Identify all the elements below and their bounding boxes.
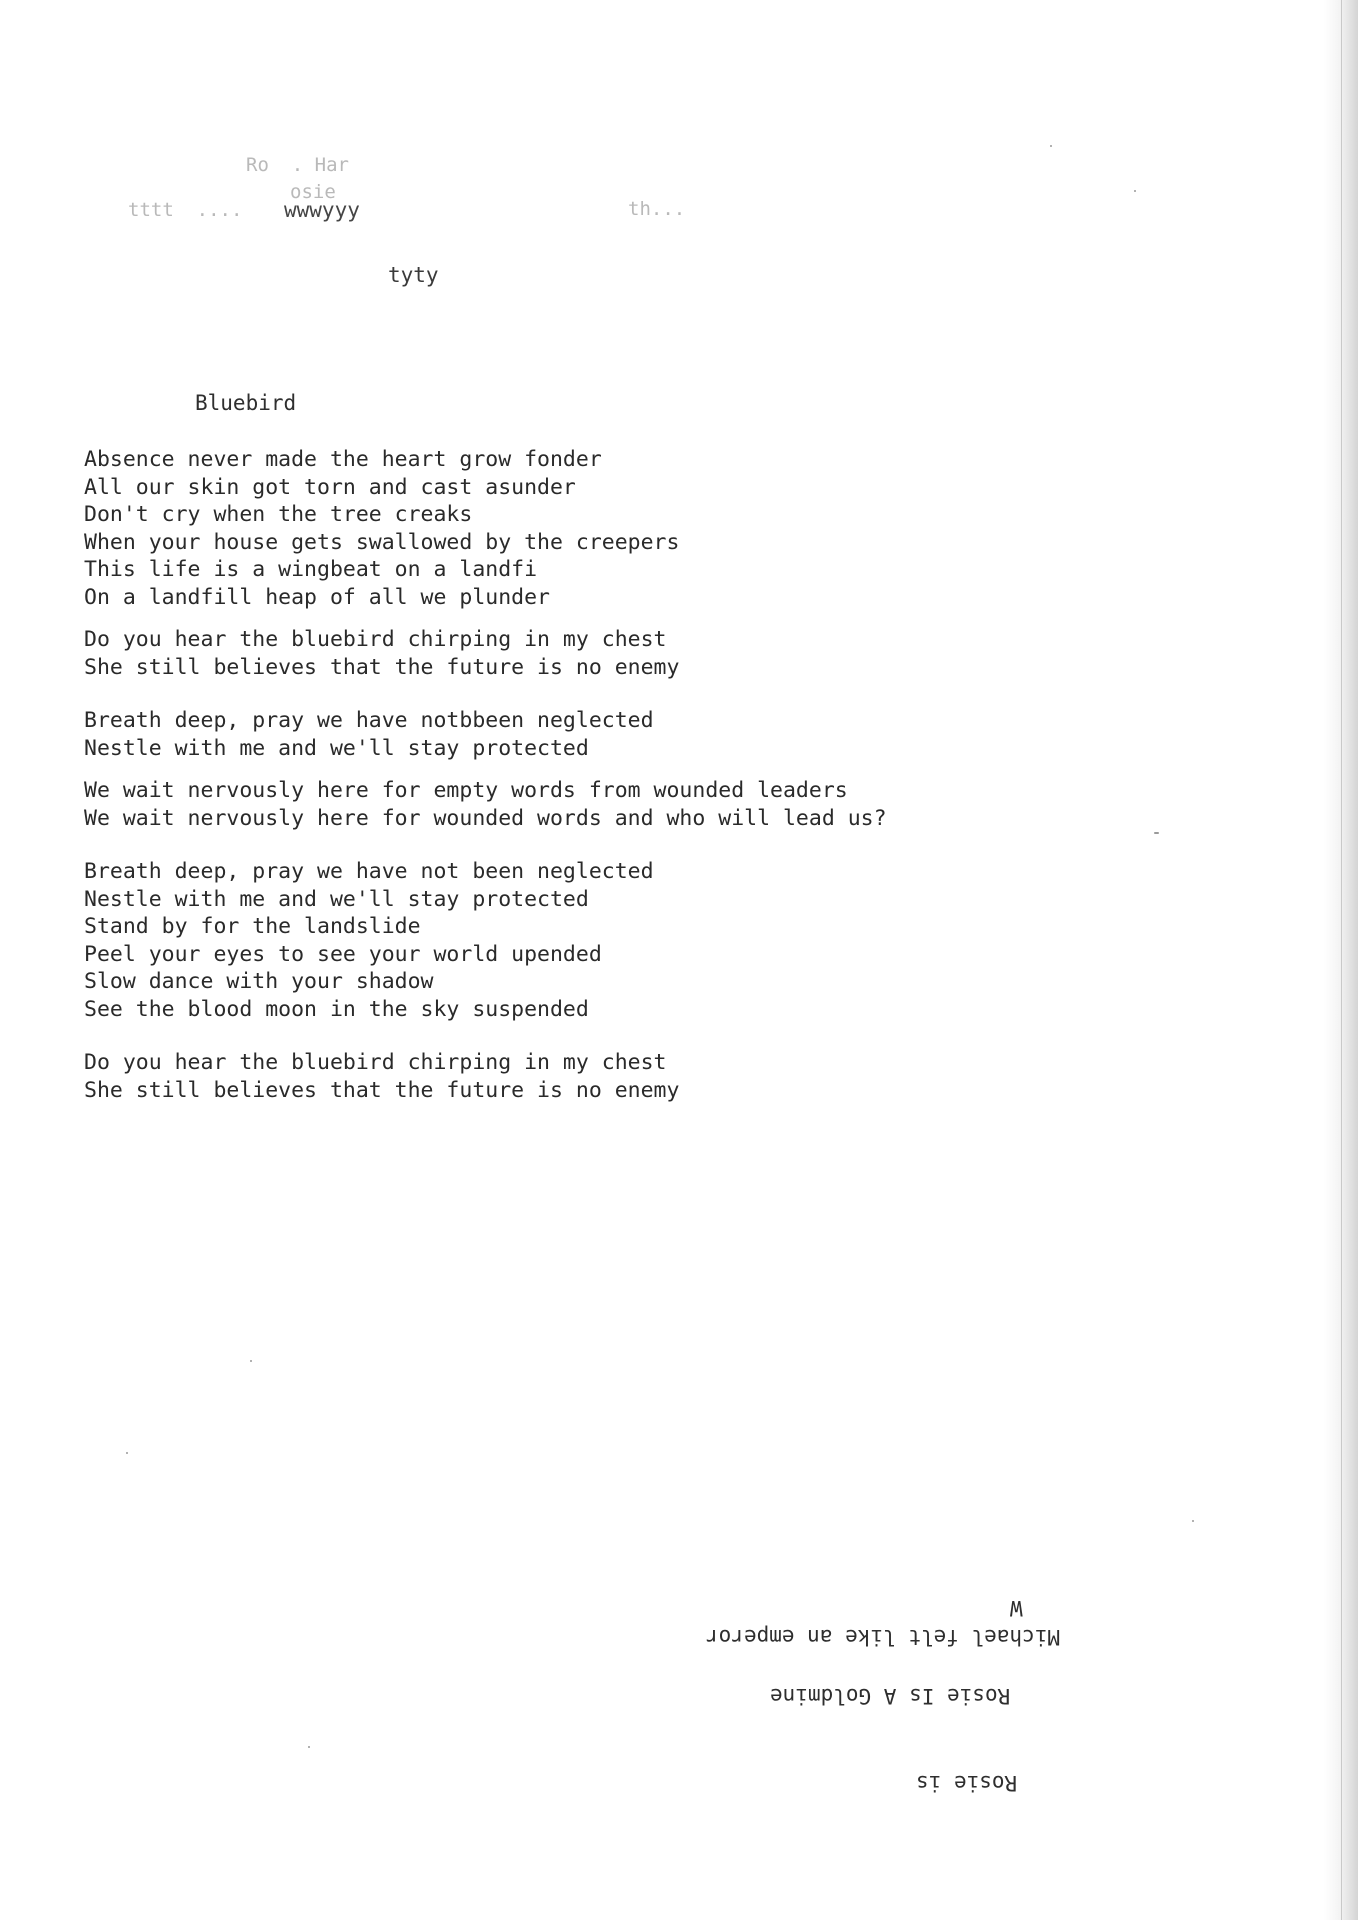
poem-line: She still believes that the future is no enemy: [84, 1077, 680, 1103]
poem-line: Do you hear the bluebird chirping in my chest: [84, 627, 667, 652]
faint-header-right: th...: [628, 198, 686, 220]
scan-speck: [250, 1360, 252, 1362]
poem-line: Do you hear the bluebird chirping in my chest: [84, 1050, 667, 1075]
scan-speck: [308, 1746, 310, 1748]
stanza-2: [84, 626, 887, 681]
poem-body: [84, 446, 887, 1104]
faint-header-ro: Ro . Har: [246, 154, 349, 176]
poem-line: Nestle with me and we'll stay protected: [84, 886, 589, 912]
stanza-1: [84, 446, 887, 611]
upside-down-w: W: [1010, 1596, 1023, 1620]
scan-speck: [1192, 1520, 1194, 1522]
stanza-6: [84, 1049, 887, 1104]
scan-speck: [1050, 145, 1052, 147]
poem-line: All our skin got torn and cast asunder: [84, 474, 576, 500]
faint-header-osie: osie: [290, 181, 336, 203]
poem-line: She still believes that the future is no enemy: [84, 654, 680, 680]
scan-speck: [1134, 190, 1136, 192]
upside-down-rosie-is: Rosie is: [916, 1771, 1018, 1795]
stanza-3: [84, 707, 887, 762]
poem-line: We wait nervously here for wounded words and who will lead us?: [84, 805, 887, 831]
poem-line: Slow dance with your shadow: [84, 969, 434, 994]
poem-line: Stand by for the landslide: [84, 914, 421, 939]
poem-line: Absence never made the heart grow fonder: [84, 447, 602, 472]
stanza-4: [84, 777, 887, 832]
poem-line: This life is a wingbeat on a landfi: [84, 557, 538, 582]
faint-header-prefix: tttt ....: [128, 199, 243, 221]
poem-title: Bluebird: [195, 391, 297, 415]
poem-line: Don't cry when the tree creaks: [84, 502, 473, 527]
header-wwwyyy: wwwyyy: [284, 198, 360, 222]
poem-line: Breath deep, pray we have not been neglected: [84, 859, 654, 884]
scan-speck: [1154, 832, 1159, 834]
poem-line: Nestle with me and we'll stay protected: [84, 735, 589, 761]
poem-line: See the blood moon in the sky suspended: [84, 996, 589, 1022]
poem-line: We wait nervously here for empty words from wounded leaders: [84, 778, 848, 803]
poem-line: Breath deep, pray we have notbbeen neglected: [84, 708, 654, 733]
page-edge-line: [1341, 0, 1342, 1920]
poem-line: When your house gets swallowed by the creepers: [84, 529, 680, 555]
poem-line: On a landfill heap of all we plunder: [84, 584, 550, 610]
upside-down-michael-line: Michael felt like an emperor: [706, 1625, 1061, 1649]
upside-down-goldmine-line: Rosie Is A Goldmine: [770, 1684, 1011, 1708]
header-tyty: tyty: [388, 263, 439, 287]
stanza-5: [84, 858, 887, 1023]
scan-speck: [126, 1452, 128, 1454]
poem-line: Peel your eyes to see your world upended: [84, 941, 602, 967]
